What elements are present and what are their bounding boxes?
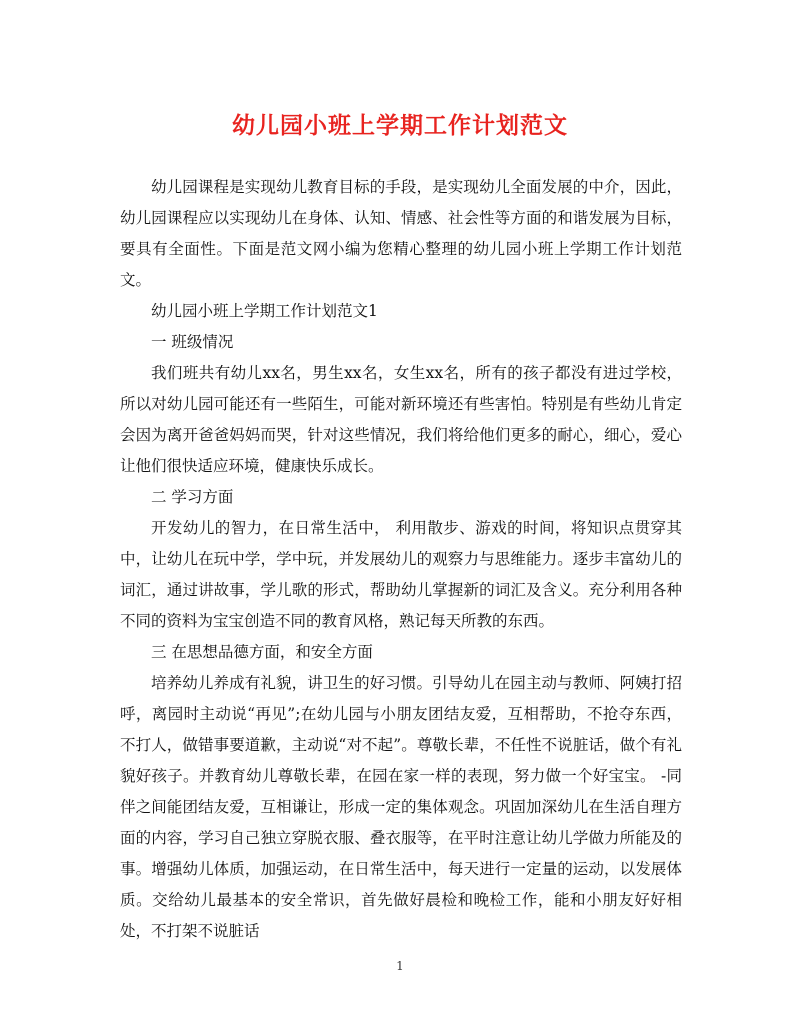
section-heading-morality-safety: 三 在思想品德方面，和安全方面: [151, 643, 373, 661]
section-body-class-situation: 我们班共有幼儿xx名，男生xx名，女生xx名，所有的孩子都没有进过学校，所以对幼儿园可能还有一些陌生，可能对新环境还有些害怕。特别是有些幼儿肯定会因为离开爸爸妈妈而哭，针对这些情况，我们将给他们更多的耐心，细心，爱心让他们很快适应环境，健康快乐成长。: [120, 364, 682, 475]
intro-paragraph: 幼儿园课程是实现幼儿教育目标的手段，是实现幼儿全面发展的中介，因此，幼儿园课程应以实现幼儿在身体、认知、情感、社会性等方面的和谐发展为目标，要具有全面性。下面是范文网小编为您精心整理的幼儿园小班上学期工作计划范文。: [120, 178, 682, 289]
section-body-morality-safety: 培养幼儿养成有礼貌，讲卫生的好习惯。引导幼儿在园主动与教师、阿姨打招呼，离园时主动说“再见”;在幼儿园与小朋友团结友爱，互相帮助，不抢夺东西，不打人，做错事要道歉，主动说“对不起”。尊敬长辈，不任性不说脏话，做个有礼貌好孩子。并教育幼儿尊敬长辈，在园在家一样的表现，努力做一个好宝宝。 -同伴之间能团结友爱，互相谦让，形成一定的集体观念。巩固加深幼儿在生活自理方面的内容，学习自己独立穿脱衣服、叠衣服等，在平时注意让幼儿学做力所能及的事。增强幼儿体质，加强运动，在日常生活中，每天进行一定量的运动，以发展体质。交给幼儿最基本的安全常识，首先做好晨检和晚检工作，能和小朋友好好相处，不打架不说脏话: [120, 674, 682, 940]
section-heading-learning: 二 学习方面: [151, 488, 234, 506]
section-heading-class-situation: 一 班级情况: [151, 333, 234, 351]
plan-subtitle: 幼儿园小班上学期工作计划范文1: [151, 302, 378, 320]
page-number: 1: [396, 959, 404, 973]
document-body: [120, 172, 682, 947]
document-title: 幼儿园小班上学期工作计划范文: [232, 112, 568, 139]
section-body-learning: 开发幼儿的智力，在日常生活中， 利用散步、游戏的时间，将知识点贯穿其中，让幼儿在玩中学，学中玩，并发展幼儿的观察力与思维能力。逐步丰富幼儿的词汇，通过讲故事，学儿歌的形式，帮助幼儿掌握新的词汇及含义。充分利用各种不同的资料为宝宝创造不同的教育风格，熟记每天所教的东西。: [120, 519, 682, 630]
